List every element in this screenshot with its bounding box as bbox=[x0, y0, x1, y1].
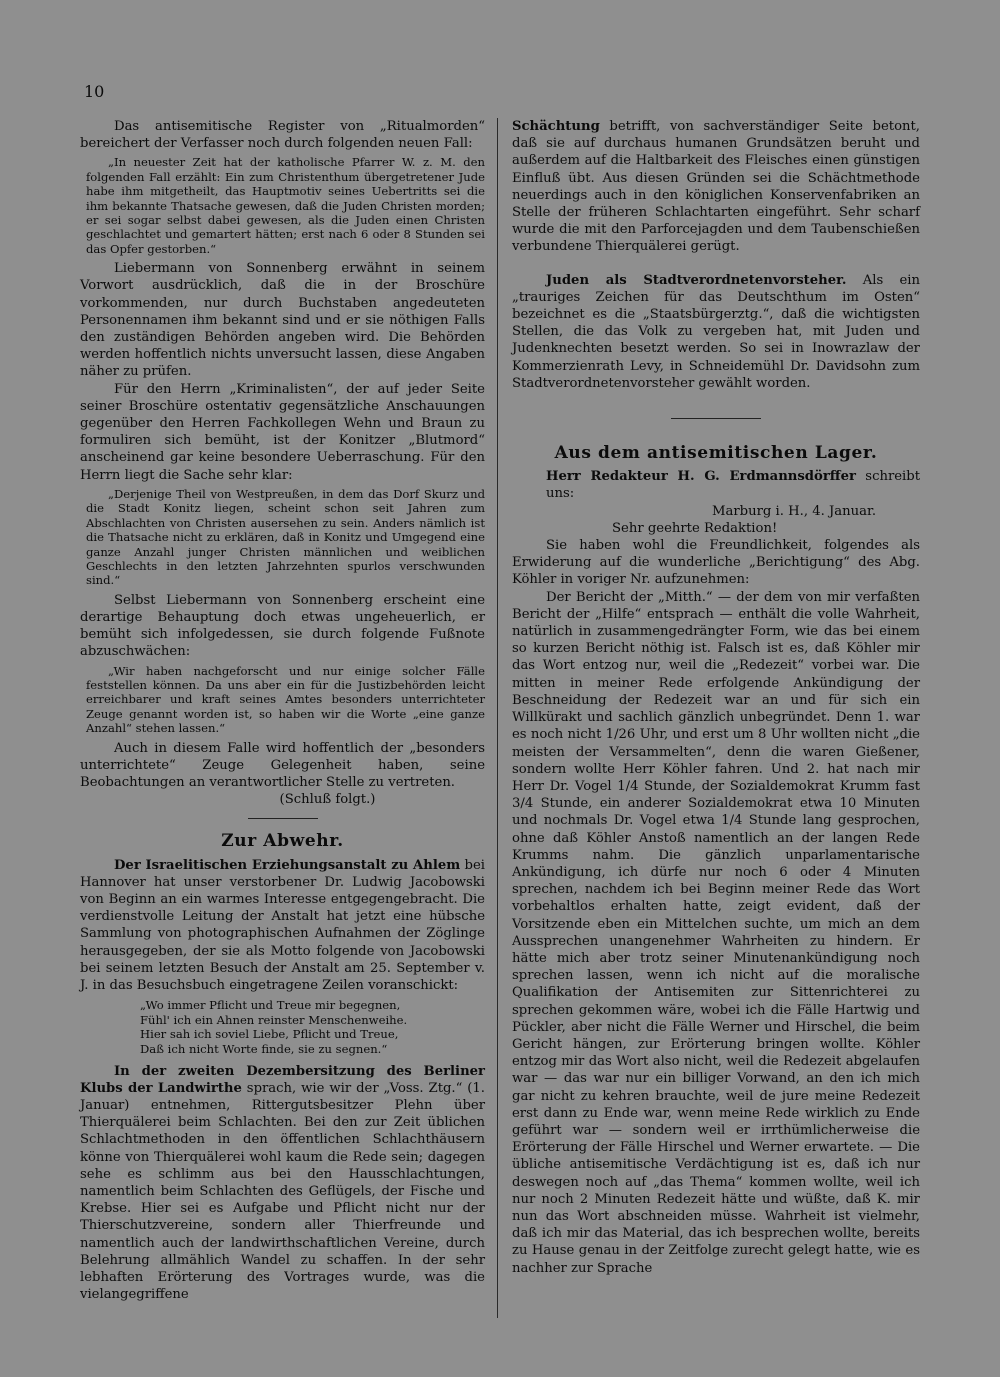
verse-line: „Wo immer Pflicht und Treue mir begegnen, bbox=[140, 998, 401, 1013]
verse bbox=[80, 998, 485, 1056]
paragraph: Für den Herrn „Kriminalisten“, der auf jeder Seite seiner Broschüre ostentativ gegensätzliche Anschauungen gegenüber den Herren Fachkollegen Wehn und Braun zu formuliren sich bemüht, ist der Konitzer „Blutmord“ anscheinend gar keine besondere Ueberraschung. Für den Herrn liegt die Sache sehr klar: bbox=[80, 381, 485, 483]
block-quote bbox=[80, 155, 485, 256]
verse-line: Hier sah ich soviel Liebe, Pflicht und Treue, bbox=[140, 1027, 399, 1042]
right-column bbox=[512, 118, 920, 1277]
paragraph bbox=[512, 272, 920, 392]
lead-in: Der Israelitischen Erziehungsanstalt zu Ahlem bbox=[114, 857, 461, 873]
block-quote bbox=[80, 487, 485, 588]
quote-text: „Wir haben nachgeforscht und nur einige solcher Fälle feststellen können. Da uns aber ein für die Justizbehörden leicht erreichbarer und kraft seines Amtes besonders unterrichteter Zeuge genannt worden ist, so haben wir die Worte „eine ganze Anzahl“ stehen lassen.“ bbox=[86, 663, 485, 736]
paragraph-text: sprach, wie wir der „Voss. Ztg.“ (1. Januar) entnehmen, Rittergutsbesitzer Plehn über Thierquälerei beim Schlachten. Bei den zur Zeit üblichen Schlachtmethoden in den öffentlichen Schlachthäusern könne von Thierquälerei wohl kaum die Rede sein; dagegen sehe es schlimm aus bei den Hausschlachtungen, namentlich beim Schlachten des Geflügels, der Fische und Krebse. Hier sei es Aufgabe und Pflicht nicht nur der Thierschutzvereine, sondern aller Thierfreunde und namentlich auch der landwirthschaftlichen Vereine, durch Belehrung allmählich Wandel zu schaffen. In der sehr lebhaften Erörterung des Vortrages wurde, was die vielangegriffene bbox=[80, 1080, 485, 1303]
lead-in: Herr Redakteur H. G. Erdmannsdörffer bbox=[546, 469, 856, 485]
page-number: 10 bbox=[84, 82, 105, 101]
paragraph bbox=[512, 468, 920, 502]
quote-text: „Derjenige Theil von Westpreußen, in dem das Dorf Skurz und die Stadt Konitz liegen, scheint schon seit Jahren zum Abschlachten von Christen ausersehen zu sein. Anders nämlich ist die Thatsache nicht zu erklären, daß in Konitz und Umgegend eine ganze Anzahl junger Christen männlichen und weiblichen Geschlechts in den letzten Jahrzehnten spurlos verschwunden sind.“ bbox=[86, 486, 485, 588]
to-be-continued: (Schluß folgt.) bbox=[279, 792, 376, 808]
paragraph: Sie haben wohl die Freundlichkeit, folgendes als Erwiderung auf die wunderliche „Berichtigung“ des Abg. Köhler in voriger Nr. aufzunehmen: bbox=[512, 538, 920, 588]
section-heading: Aus dem antisemitischen Lager. bbox=[554, 443, 878, 464]
column-rule bbox=[497, 118, 498, 1318]
paragraph-text: bei Hannover hat unser verstorbener Dr. Ludwig Jacobowski von Beginn an ein warmes Interesse entgegengebracht. Die verdienstvolle Leitung der Anstalt hat jetzt eine hübsche Sammlung von photographischen Aufnahmen der Zöglinge herausgegeben, der sie als Motto folgende von Jacobowski bei seinem letzten Besuch der Anstalt am 25. September v. J. in das Besuchsbuch eingetragene Zeilen voranschickt: bbox=[80, 857, 485, 994]
lead-in: Juden als Stadtverordnetenvorsteher. bbox=[546, 272, 847, 288]
paragraph: Liebermann von Sonnenberg erwähnt in seinem Vorwort ausdrücklich, daß die in der Broschüre vorkommenden, nur durch Buchstaben angedeuteten Personennamen ihm bekannt sind und er sie nöthigen Falls den zuständigen Behörden angeben wird. Die Behörden werden hoffentlich nichts unversucht lassen, diese Angaben näher zu prüfen. bbox=[80, 261, 485, 380]
block-quote bbox=[80, 664, 485, 736]
paragraph bbox=[80, 857, 485, 995]
divider bbox=[671, 418, 761, 419]
paragraph bbox=[512, 118, 920, 256]
paragraph: Das antisemitische Register von „Ritualmorden“ bereichert der Verfasser noch durch folgenden neuen Fall: bbox=[80, 119, 485, 152]
paragraph: Auch in diesem Falle wird hoffentlich der „besonders unterrichtete“ Zeuge Gelegenheit haben, seine Beobachtungen an verantwortlicher Stelle zu vertreten. bbox=[80, 740, 485, 790]
paragraph-text: schreibt uns: bbox=[546, 469, 921, 502]
paragraph-text: betrifft, von sachverständiger Seite betont, daß sie auf durchaus humanen Grundsätzen beruht und außerdem auf die Haltbarkeit des Fleisches einen günstigen Einfluß übt. Aus diesen Gründen sei die Schächtmethode neuerdings auch in den königlichen Konservenfabriken an Stelle der früheren Schlachtarten eingeführt. Sehr scharf wurde die mit den Parforcejagden und dem Taubenschießen verbundene Thierquälerei gerügt. bbox=[512, 119, 920, 255]
paragraph: Selbst Liebermann von Sonnenberg erscheint eine derartige Behauptung doch etwas ungeheuerlich, er bemüht sich infolgedessen, sie durch folgende Fußnote abzuschwächen: bbox=[80, 592, 485, 660]
dateline: Marburg i. H., 4. Januar. bbox=[712, 503, 877, 519]
lead-in: Schächtung bbox=[512, 119, 600, 134]
left-column bbox=[80, 118, 485, 1303]
quote-text: „In neuester Zeit hat der katholische Pfarrer W. z. M. den folgenden Fall erzählt: Ein zum Christenthum übergetretener Jude habe ihm mitgetheilt, das Hauptmotiv seines Uebertritts sei die ihm bekannte Thatsache gewesen, daß die Juden Christen morden; er sei sogar selbst dabei gewesen, als die Juden einen Christen geschlachtet und gemartert hätten; erst nach 6 oder 8 Stunden sei das Opfer gestorben.“ bbox=[86, 155, 485, 256]
divider bbox=[248, 818, 318, 819]
verse-line: Daß ich nicht Worte finde, sie zu segnen.“ bbox=[140, 1042, 388, 1056]
paragraph-text: Als ein „trauriges Zeichen für das Deutschthum im Osten“ bezeichnet es die „Staatsbürgerztg.“, daß die wichtigsten Stellen, die das Volk zu vergeben hat, mit Juden und Judenknechten besetzt werden. So sei in Inowrazlaw der Kommerzienrath Levy, in Schneidemühl Dr. Davidsohn zum Stadtverordnetenvorsteher gewählt worden. bbox=[512, 272, 920, 391]
lead-in: In der zweiten Dezembersitzung des Berliner Klubs der Landwirthe bbox=[80, 1063, 485, 1096]
paragraph bbox=[80, 1063, 485, 1304]
salutation: Sehr geehrte Redaktion! bbox=[612, 520, 778, 536]
verse-line: Fühl' ich ein Ahnen reinster Menschenweihe. bbox=[140, 1012, 408, 1027]
paragraph: Der Bericht der „Mitth.“ — der dem von mir verfaßten Bericht der „Hilfe“ entsprach — enthält die volle Wahrheit, natürlich in zusammengedrängter Form, wie das bei einem so kurzen Bericht nöthig ist. Falsch ist es, daß Köhler mir das Wort entzog nur, weil die „Redezeit“ vorbei war. Die mitten in meiner Rede erfolgende Ankündigung der Beschneidung der Redezeit war an und für sich ein Willkürakt und sachlich gänzlich unbegründet. Denn 1. war es noch nicht 1/26 Uhr, und erst um 8 Uhr wollten nicht „die meisten der Versammelten“, denn die waren Gießener, sondern wollte Herr Köhler fahren. Und 2. hat nach mir Herr Dr. Vogel 1/4 Stunde, der Sozialdemokrat Krumm fast 3/4 Stunde, ein anderer Sozialdemokrat etwa 10 Minuten und nochmals Dr. Vogel etwa 1/4 Stunde lang gesprochen, ohne daß Köhler Anstoß namentlich an der langen Rede Krumms nahm. Die gänzlich unparlamentarische Ankündigung, ich dürfe nur noch 6 oder 4 Minuten sprechen, nachdem ich bei Beginn meiner Rede das Wort vorbehaltlos erhalten hatte, zeigt evident, daß der Vorsitzende eben ein Mittelchen suchte, um mich an dem Aussprechen unangenehmer Wahrheiten zu hindern. Er hätte mich aber trotz seiner Minutenankündigung noch sprechen lassen, wenn ich nicht auf die moralische Qualifikation der Antisemiten zur Sittenrichterei zu sprechen gekommen wäre, wobei ich die Fälle Hartwig und Pückler, aber nicht die Fälle Werner und Hirschel, die beim Gericht hängen, zur Erörterung bringen wollte. Köhler entzog mir das Wort also nicht, weil die Redezeit abgelaufen war — das war nur ein billiger Vorwand, an den ich mich gar nicht zu kehren brauchte, weil de jure meine Redezeit erst dann zu Ende war, wenn meine Rede wirklich zu Ende geführt war — sondern weil er irrthümlicherweise die Erörterung der Fälle Hirschel und Werner erwartete. — Die übliche antisemitische Verdächtigung ist es, daß ich nur deswegen noch auf „das Thema“ kommen wollte, weil ich nur noch 2 Minuten Redezeit hätte und wüßte, daß K. mir nun das Wort abschneiden müsse. Wahrheit ist vielmehr, daß ich mir das Material, das ich besprechen wollte, bereits zu Hause genau in der Zeitfolge zurecht gelegt hatte, wie es nachher zur Sprache bbox=[512, 589, 920, 1276]
section-heading: Zur Abwehr. bbox=[221, 831, 344, 852]
